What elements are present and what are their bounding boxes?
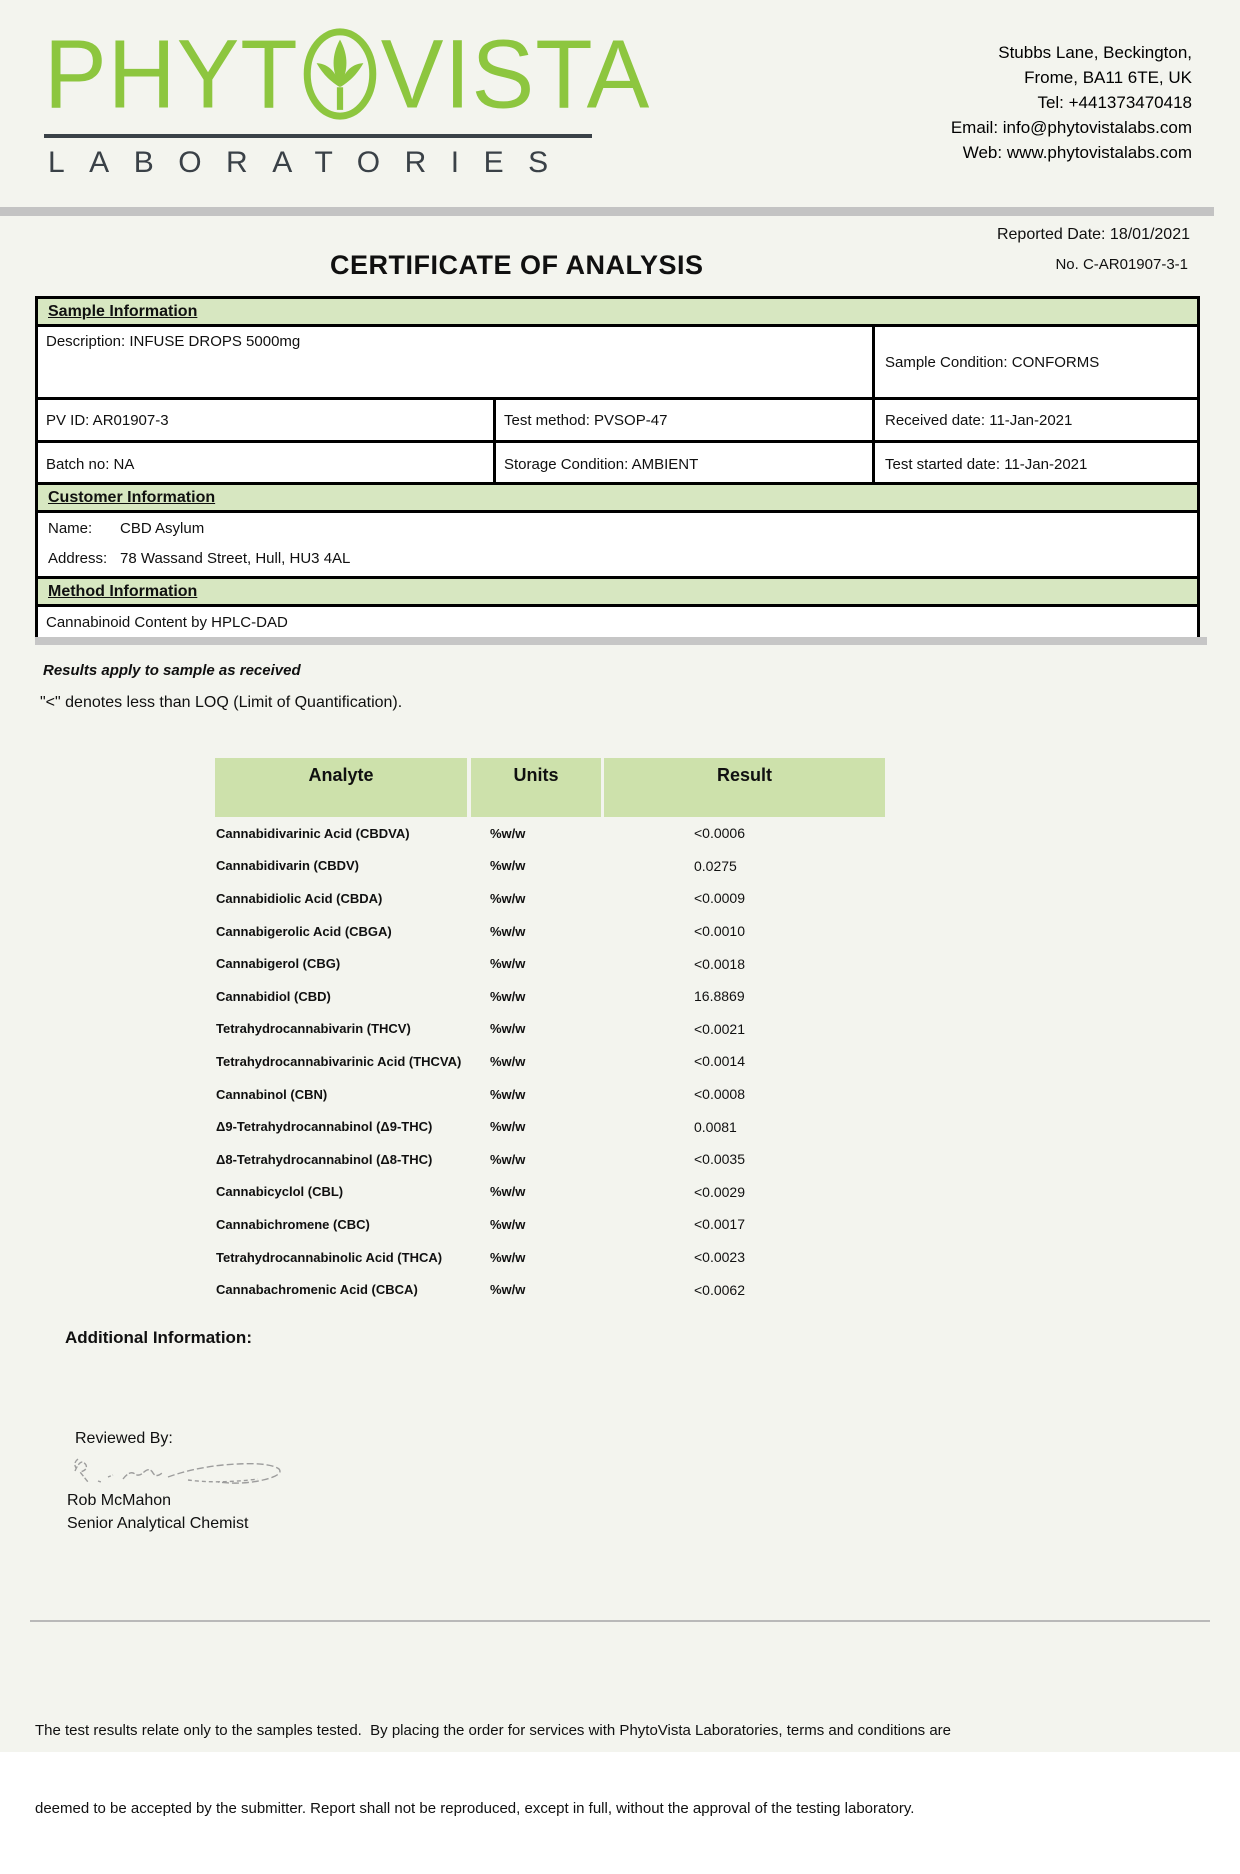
analyte-units: %w/w [490, 923, 526, 939]
analyte-units: %w/w [490, 1021, 526, 1037]
section-divider-bar [35, 637, 1207, 645]
analyte-name: Tetrahydrocannabivarin (THCV) [216, 1021, 411, 1037]
customer-name-value: CBD Asylum [120, 520, 205, 537]
contact-web: Web: www.phytovistalabs.com [962, 143, 1192, 162]
contact-email: Email: info@phytovistalabs.com [950, 118, 1192, 137]
table-row [215, 980, 885, 1013]
pv-id-row [38, 400, 1197, 443]
table-row [215, 1241, 885, 1274]
lab-contact-block [951, 40, 1192, 165]
sample-description: Description: INFUSE DROPS 5000mg [38, 327, 875, 397]
analyte-result: 0.0081 [694, 1118, 737, 1135]
batch-row [38, 443, 1197, 485]
section-title: Method Information [48, 583, 198, 600]
customer-name-label: Name: [48, 520, 93, 537]
signature-image [68, 1447, 308, 1495]
analyte-result: 16.8869 [694, 988, 745, 1005]
column-header-analyte: Analyte [215, 758, 467, 817]
sample-information-section [35, 296, 1200, 488]
leaf-icon [301, 26, 379, 122]
analyte-name: Tetrahydrocannabivarinic Acid (THCVA) [216, 1053, 462, 1069]
table-row [215, 882, 885, 915]
analyte-name: Cannabichromene (CBC) [216, 1216, 370, 1232]
contact-tel: Tel: +441373470418 [1037, 93, 1192, 112]
column-header-units: Units [471, 758, 601, 817]
results-apply-note: Results apply to sample as received [43, 662, 301, 679]
analyte-result: <0.0035 [694, 1151, 745, 1168]
analyte-result: <0.0018 [694, 955, 745, 972]
analyte-result: <0.0029 [694, 1183, 745, 1200]
analyte-units: %w/w [490, 1282, 526, 1298]
table-row [215, 1176, 885, 1209]
analyte-name: Cannabachromenic Acid (CBCA) [216, 1282, 418, 1298]
results-table [215, 758, 885, 1306]
analyte-result: <0.0008 [694, 1086, 745, 1103]
analyte-units: %w/w [490, 1249, 526, 1265]
table-row [215, 947, 885, 980]
reviewed-by-label: Reviewed By: [75, 1430, 173, 1447]
method-description: Cannabinoid Content by HPLC-DAD [46, 614, 288, 631]
customer-information-section [35, 482, 1200, 585]
analyte-units: %w/w [490, 988, 526, 1004]
analyte-name: Cannabigerolic Acid (CBGA) [216, 923, 392, 939]
logo-wordmark [44, 18, 651, 138]
pv-id: PV ID: AR01907-3 [38, 400, 496, 440]
analyte-units: %w/w [490, 858, 526, 874]
table-row [215, 817, 885, 850]
method-information-header [38, 579, 1197, 607]
section-title: Customer Information [48, 489, 216, 506]
results-table-rows [215, 817, 885, 1306]
table-row [215, 1273, 885, 1306]
table-row [215, 850, 885, 883]
footer-divider-line [30, 1620, 1210, 1622]
header-divider-bar [0, 207, 1214, 216]
additional-information-label: Additional Information: [65, 1328, 252, 1347]
logo-subtitle: LABORATORIES [48, 146, 573, 179]
method-information-section [35, 576, 1200, 641]
contact-address-2: Frome, BA11 6TE, UK [1024, 68, 1192, 87]
table-row [215, 1078, 885, 1111]
customer-details [38, 513, 1197, 582]
analyte-result: <0.0006 [694, 825, 745, 842]
analyte-units: %w/w [490, 956, 526, 972]
section-title: Sample Information [48, 303, 198, 320]
sample-information-header [38, 299, 1197, 327]
description-row [38, 327, 1197, 400]
analyte-name: Cannabicyclol (CBL) [216, 1184, 344, 1200]
customer-address-value: 78 Wassand Street, Hull, HU3 4AL [120, 550, 351, 567]
analyte-units: %w/w [490, 1184, 526, 1200]
analyte-result: <0.0010 [694, 923, 745, 940]
analyte-name: Cannabinol (CBN) [216, 1086, 328, 1102]
analyte-units: %w/w [490, 1086, 526, 1102]
analyte-name: Cannabidivarin (CBDV) [216, 858, 360, 874]
analyte-units: %w/w [490, 890, 526, 906]
phytovista-logo [44, 18, 651, 180]
storage-condition: Storage Condition: AMBIENT [496, 443, 875, 485]
analyte-units: %w/w [490, 1151, 526, 1167]
analyte-units: %w/w [490, 1119, 526, 1135]
loq-note: "<" denotes less than LOQ (Limit of Quantification). [40, 694, 403, 711]
analyte-result: <0.0021 [694, 1020, 745, 1037]
analyte-units: %w/w [490, 1053, 526, 1069]
table-row [215, 1208, 885, 1241]
certificate-number: No. C-AR01907-3-1 [1055, 256, 1188, 273]
analyte-result: <0.0017 [694, 1216, 745, 1233]
analyte-name: Cannabidivarinic Acid (CBDVA) [216, 825, 410, 841]
batch-no: Batch no: NA [38, 443, 496, 485]
analyte-result: <0.0014 [694, 1053, 745, 1070]
analyte-name: Δ8-Tetrahydrocannabinol (Δ8-THC) [216, 1151, 433, 1167]
analyte-units: %w/w [490, 825, 526, 841]
test-method: Test method: PVSOP-47 [496, 400, 875, 440]
customer-information-header [38, 485, 1197, 513]
footer-disclaimer-line-1: The test results relate only to the samples tested. By placing the order for services with PhytoVista Laboratories, terms and conditions are [35, 1722, 952, 1739]
test-started-date: Test started date: 11-Jan-2021 [885, 455, 1088, 473]
analyte-name: Tetrahydrocannabinolic Acid (THCA) [216, 1249, 443, 1265]
footer-disclaimer-line-2: deemed to be accepted by the submitter. Report shall not be reproduced, except in full, without the approval of the testing laboratory. [35, 1800, 915, 1817]
sample-condition: Sample Condition: CONFORMS [885, 353, 1100, 371]
signer-title: Senior Analytical Chemist [67, 1515, 249, 1532]
reported-date: Reported Date: 18/01/2021 [996, 226, 1190, 243]
signer-name: Rob McMahon [67, 1492, 172, 1509]
table-row [215, 1110, 885, 1143]
customer-address-label: Address: [48, 550, 108, 567]
analyte-name: Cannabidiolic Acid (CBDA) [216, 890, 383, 906]
results-table-header [215, 758, 885, 817]
contact-address-1: Stubbs Lane, Beckington, [998, 43, 1192, 62]
footer-disclaimer [35, 1666, 951, 1874]
table-row [215, 1045, 885, 1078]
analyte-name: Δ9-Tetrahydrocannabinol (Δ9-THC) [216, 1119, 433, 1135]
table-row [215, 1143, 885, 1176]
analyte-name: Cannabigerol (CBG) [216, 956, 341, 972]
customer-address-line [48, 550, 1197, 567]
received-date: Received date: 11-Jan-2021 [885, 411, 1073, 429]
page-title: CERTIFICATE OF ANALYSIS [330, 250, 704, 280]
table-row [215, 1013, 885, 1046]
table-row [215, 915, 885, 948]
analyte-result: <0.0062 [694, 1281, 745, 1298]
analyte-result: 0.0275 [694, 857, 737, 874]
customer-name-line [48, 520, 1197, 537]
analyte-units: %w/w [490, 1216, 526, 1232]
analyte-result: <0.0009 [694, 890, 745, 907]
logo-text-vista: VISTA [380, 18, 651, 129]
column-header-result: Result [604, 758, 885, 817]
analyte-result: <0.0023 [694, 1249, 745, 1266]
logo-text-phyt: PHYT [44, 18, 299, 129]
analyte-name: Cannabidiol (CBD) [216, 988, 331, 1004]
